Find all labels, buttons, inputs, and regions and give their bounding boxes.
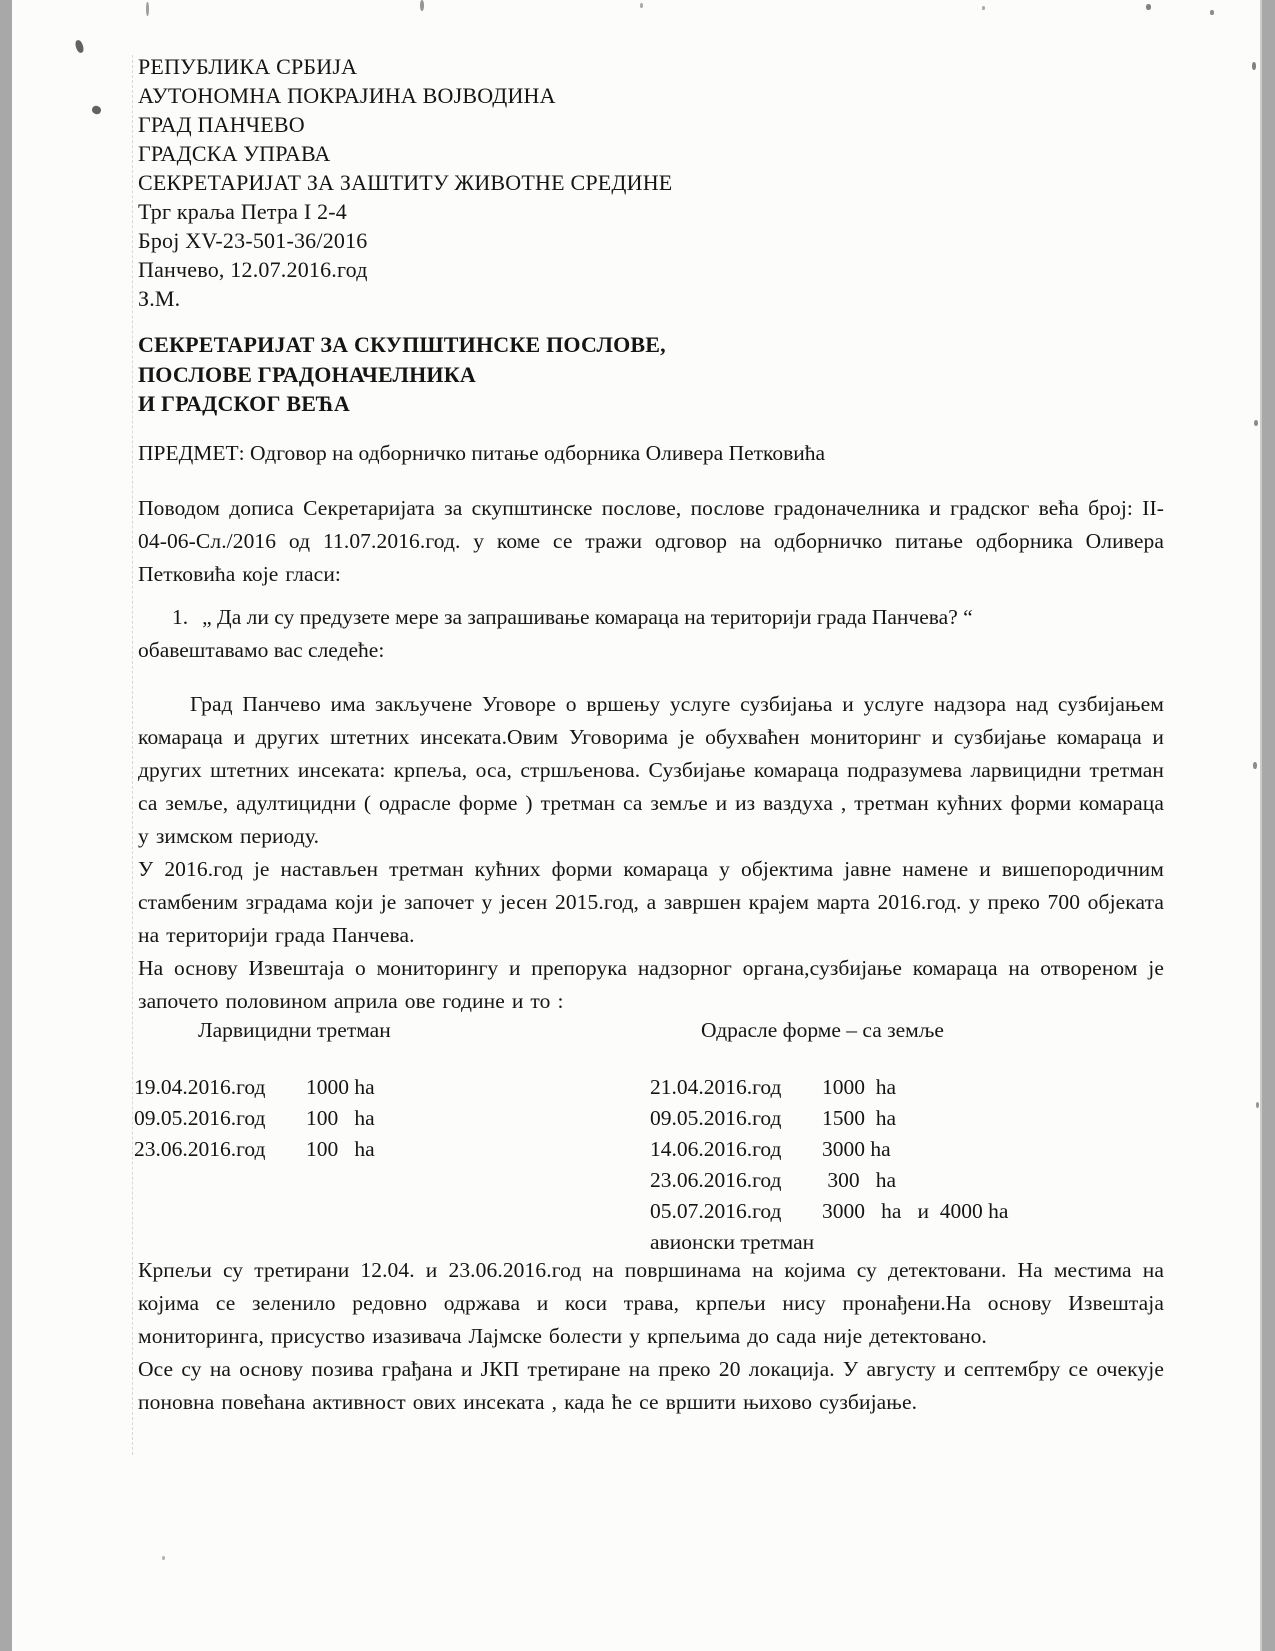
recipient-line: СЕКРЕТАРИЈАТ ЗА СКУПШТИНСКЕ ПОСЛОВЕ, — [138, 332, 666, 357]
letterhead-address: Трг краља Петра I 2-4 — [138, 199, 347, 224]
scan-edge-left — [0, 0, 12, 1651]
larvicidal-column — [134, 1072, 375, 1165]
paragraph-ticks: Крпељи су третирани 12.04. и 23.06.2016.год на површинама на којима су детектовани. На местима на којима се зеленило редовно одржава и коси трава, крпељи нису пронађени.На основу Извештаја мониторинга, присуство изазивача Лајмске болести у крпељима до сада није детектовано. — [138, 1258, 1164, 1348]
table-row — [650, 1134, 1008, 1165]
scan-speckle — [146, 2, 149, 16]
letterhead-line: АУТОНОМНА ПОКРАЈИНА ВОЈВОДИНА — [138, 83, 556, 108]
treatment-date: 09.05.2016.год — [650, 1106, 782, 1130]
question-followup: обавештавамо вас следеће: — [138, 638, 385, 662]
paragraph-contracts: Град Панчево има закључене Уговоре о вршењу услуге сузбијања и услуге надзора над сузбијањем комараца и других штетних инсеката.Овим Уговорима је обухваћен мониторинг и сузбијање комараца и других штетних инсеката: крпеља, оса, стршљенова. Сузбијање комараца подразумева ларвицидни третман са земље, адултицидни ( одрасле форме ) третман са земље и из ваздуха , третман кућних форми комараца у зимском периоду. — [138, 692, 1164, 848]
scan-speckle — [1210, 10, 1214, 15]
aerial-treatment-note: авионски третман — [650, 1230, 815, 1254]
scan-speckle — [1254, 420, 1258, 426]
treatment-date: 21.04.2016.год — [650, 1075, 782, 1099]
scan-speckle — [420, 0, 424, 11]
table-row — [650, 1072, 1008, 1103]
treatment-date: 14.06.2016.год — [650, 1137, 782, 1161]
scan-speckle — [1146, 4, 1151, 10]
letterhead-date: Панчево, 12.07.2016.год — [138, 257, 368, 282]
treatment-date: 09.05.2016.год — [134, 1106, 266, 1130]
letterhead-initials: З.М. — [138, 286, 181, 311]
treatment-date: 19.04.2016.год — [134, 1075, 266, 1099]
recipient-block — [138, 330, 1164, 419]
recipient-line: И ГРАДСКОГ ВЕЋА — [138, 391, 350, 416]
table-row — [134, 1134, 375, 1165]
paragraph-continuation: У 2016.год је настављен третман кућних форми комараца у објектима јавне намене и вишепородичним стамбеним зградама који је започет у јесен 2015.год, а завршен крајем марта 2016.год. у преко 700 објеката на територији града Панчева. — [138, 857, 1164, 947]
table-row — [134, 1103, 375, 1134]
letterhead-line: ГРАД ПАНЧЕВО — [138, 112, 305, 137]
scan-speckle — [640, 3, 643, 8]
paragraph-intro: Поводом дописа Секретаријата за скупштинске послове, послове градоначелника и градског већа број: II-04-06-Сл./2016 од 11.07.2016.год. у коме се тражи одговор на одборничко питање одборника Оливера Петковића које гласи: — [138, 496, 1164, 586]
scan-speckle — [982, 6, 985, 10]
table-row — [650, 1165, 1008, 1196]
scan-speckle — [1253, 762, 1257, 769]
treatment-area: 3000 ha и 4000 ha — [822, 1199, 1009, 1223]
subject-line: ПРЕДМЕТ: Одговор на одборничко питање одборника Оливера Петковића — [138, 441, 826, 465]
letterhead-line: РЕПУБЛИКА СРБИЈА — [138, 54, 358, 79]
treatment-area: 1500 ha — [822, 1106, 897, 1130]
treatment-area: 1000 ha — [822, 1075, 897, 1099]
letterhead — [138, 52, 1164, 313]
adult-forms-header: Одрасле форме – са земље — [701, 1018, 944, 1042]
treatment-date: 23.06.2016.год — [134, 1137, 266, 1161]
question-text: „ Да ли су предузете мере за запрашивање комараца на територији града Панчева? “ — [202, 605, 973, 629]
recipient-line: ПОСЛОВЕ ГРАДОНАЧЕЛНИКА — [138, 361, 476, 387]
treatment-area: 3000 ha — [822, 1137, 891, 1161]
paragraph-wasps: Осе су на основу позива грађана и ЈКП третиране на преко 20 локација. У августу и септембру се очекује поновна повећана активност ових инсеката , када ће се вршити њихово сузбијање. — [138, 1357, 1164, 1414]
table-row — [134, 1072, 375, 1103]
paragraph-monitoring: На основу Извештаја о мониторингу и препорука надзорног органа,сузбијање комараца на отвореном је започето половином априла ове године и то : — [138, 956, 1164, 1013]
letterhead-number: Број XV-23-501-36/2016 — [138, 228, 368, 253]
scan-speckle — [91, 105, 102, 116]
letterhead-line: ГРАДСКА УПРАВА — [138, 141, 331, 166]
table-row — [650, 1196, 1008, 1227]
scan-speckle — [1252, 62, 1256, 70]
scan-fold-line — [132, 55, 133, 1455]
adult-column — [650, 1072, 1008, 1258]
scan-speckle — [162, 1556, 165, 1560]
question-line — [138, 601, 1164, 634]
treatment-area: 100 ha — [306, 1106, 375, 1130]
letterhead-line: СЕКРЕТАРИЈАТ ЗА ЗАШТИТУ ЖИВОТНЕ СРЕДИНЕ — [138, 170, 673, 195]
larvicidal-header: Ларвицидни третман — [198, 1018, 391, 1042]
treatment-area: 100 ha — [306, 1137, 375, 1161]
scan-speckle — [1256, 1102, 1259, 1108]
table-row — [650, 1103, 1008, 1134]
treatment-date: 05.07.2016.год — [650, 1199, 782, 1223]
question-block — [138, 601, 1164, 667]
treatment-area: 300 ha — [822, 1168, 897, 1192]
scan-edge-right — [1262, 0, 1275, 1651]
question-number: 1. — [172, 605, 189, 629]
treatment-date: 23.06.2016.год — [650, 1168, 782, 1192]
scan-speckle — [74, 39, 85, 54]
treatment-area: 1000 ha — [306, 1075, 375, 1099]
